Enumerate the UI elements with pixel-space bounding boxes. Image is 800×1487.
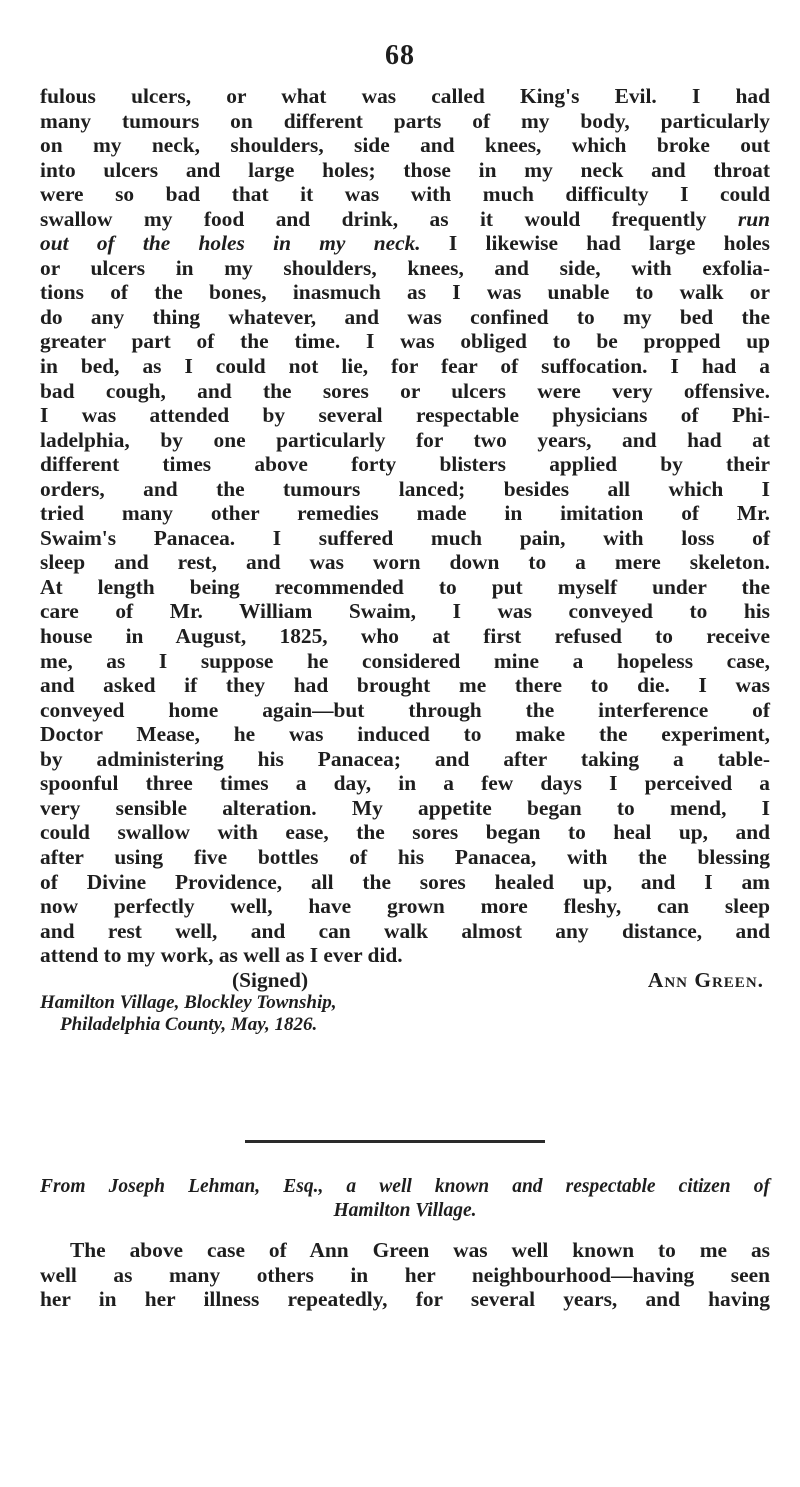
text-fragment: swallow my food and drink, as it would frequently [40, 206, 707, 231]
text-line: tried many other remedies made in imitation of Mr. [40, 501, 770, 526]
italic-fragment: run [737, 206, 770, 231]
text-line: house in August, 1825, who at first refused to receive [40, 624, 770, 649]
testimony-paragraph [40, 84, 770, 1036]
text-line: me, as I suppose he considered mine a hopeless case, [40, 648, 770, 673]
attribution-line: Hamilton Village. [333, 1200, 477, 1221]
text-line: different times above forty blisters applied by their [40, 452, 770, 477]
text-line: The above case of Ann Green was well known to me as [70, 1238, 770, 1262]
text-line: by administering his Panacea; and after taking a table- [40, 746, 770, 771]
text-line: Doctor Mease, he was induced to make the experiment, [40, 722, 770, 747]
text-line: well as many others in her neighbourhood—having seen [40, 1262, 770, 1287]
text-line-with-italic [40, 207, 770, 232]
text-line: At length being recommended to put myself under the [40, 574, 770, 599]
text-line: of Divine Providence, all the sores healed up, and I am [40, 869, 770, 894]
text-line: tions of the bones, inasmuch as I was unable to walk or [40, 280, 770, 305]
text-line: I was attended by several respectable physicians of Phi- [40, 403, 770, 428]
text-line: were so bad that it was with much difficulty I could [40, 182, 770, 207]
text-line: into ulcers and large holes; those in my neck and throat [40, 157, 770, 182]
text-line: or ulcers in my shoulders, knees, and side, with exfolia- [40, 255, 770, 280]
italic-fragment: out of the holes in my neck. [40, 231, 421, 256]
text-line: do any thing whatever, and was confined to my bed the [40, 304, 770, 329]
text-line: attend to my work, as well as I ever did. [40, 943, 403, 968]
text-line-with-italic [40, 231, 770, 256]
text-line: many tumours on different parts of my body, particularly [40, 108, 770, 133]
text-line: bad cough, and the sores or ulcers were very offensive. [40, 378, 770, 403]
text-line: ladelphia, by one particularly for two years, and had at [40, 427, 770, 452]
text-line: on my neck, shoulders, side and knees, which broke out [40, 133, 770, 158]
text-line: in bed, as I could not lie, for fear of suffocation. I had a [40, 354, 770, 379]
signature-line [40, 968, 770, 993]
text-fragment: I likewise had large holes [420, 231, 770, 256]
signed-label: (Signed) [232, 967, 309, 992]
text-line: orders, and the tumours lanced; besides all which I [40, 476, 770, 501]
place-line: Hamilton Village, Blockley Township, [40, 992, 337, 1014]
text-line: and rest well, and can walk almost any distance, and [40, 918, 770, 943]
text-line: her in her illness repeatedly, for several years, and having [40, 1287, 770, 1312]
text-line: conveyed home again—but through the interference of [40, 697, 770, 722]
text-line: sleep and rest, and was worn down to a mere skeleton. [40, 550, 770, 575]
text-line: after using five bottles of his Panacea, with the blessing [40, 844, 770, 869]
text-line: care of Mr. William Swaim, I was conveyed to his [40, 599, 770, 624]
text-line: spoonful three times a day, in a few days I perceived a [40, 771, 770, 796]
text-line: Swaim's Panacea. I suffered much pain, with loss of [40, 525, 770, 550]
signatory-name: Ann Green. [647, 967, 764, 992]
section-divider [245, 1140, 545, 1143]
text-line: fulous ulcers, or what was called King's Evil. I had [40, 84, 770, 108]
text-line: very sensible alteration. My appetite began to mend, I [40, 795, 770, 820]
second-paragraph [40, 1238, 770, 1312]
text-line: greater part of the time. I was obliged to be propped up [40, 329, 770, 354]
attribution-heading [40, 1175, 770, 1223]
text-line: could swallow with ease, the sores began to heal up, and [40, 820, 770, 845]
page-number: 68 [385, 40, 415, 71]
place-date-line: Philadelphia County, May, 1826. [60, 1014, 318, 1036]
text-line: now perfectly well, have grown more fleshy, can sleep [40, 894, 770, 919]
attribution-line: From Joseph Lehman, Esq., a well known and respectable citizen of [40, 1176, 770, 1197]
text-line: and asked if they had brought me there to die. I was [40, 673, 770, 698]
